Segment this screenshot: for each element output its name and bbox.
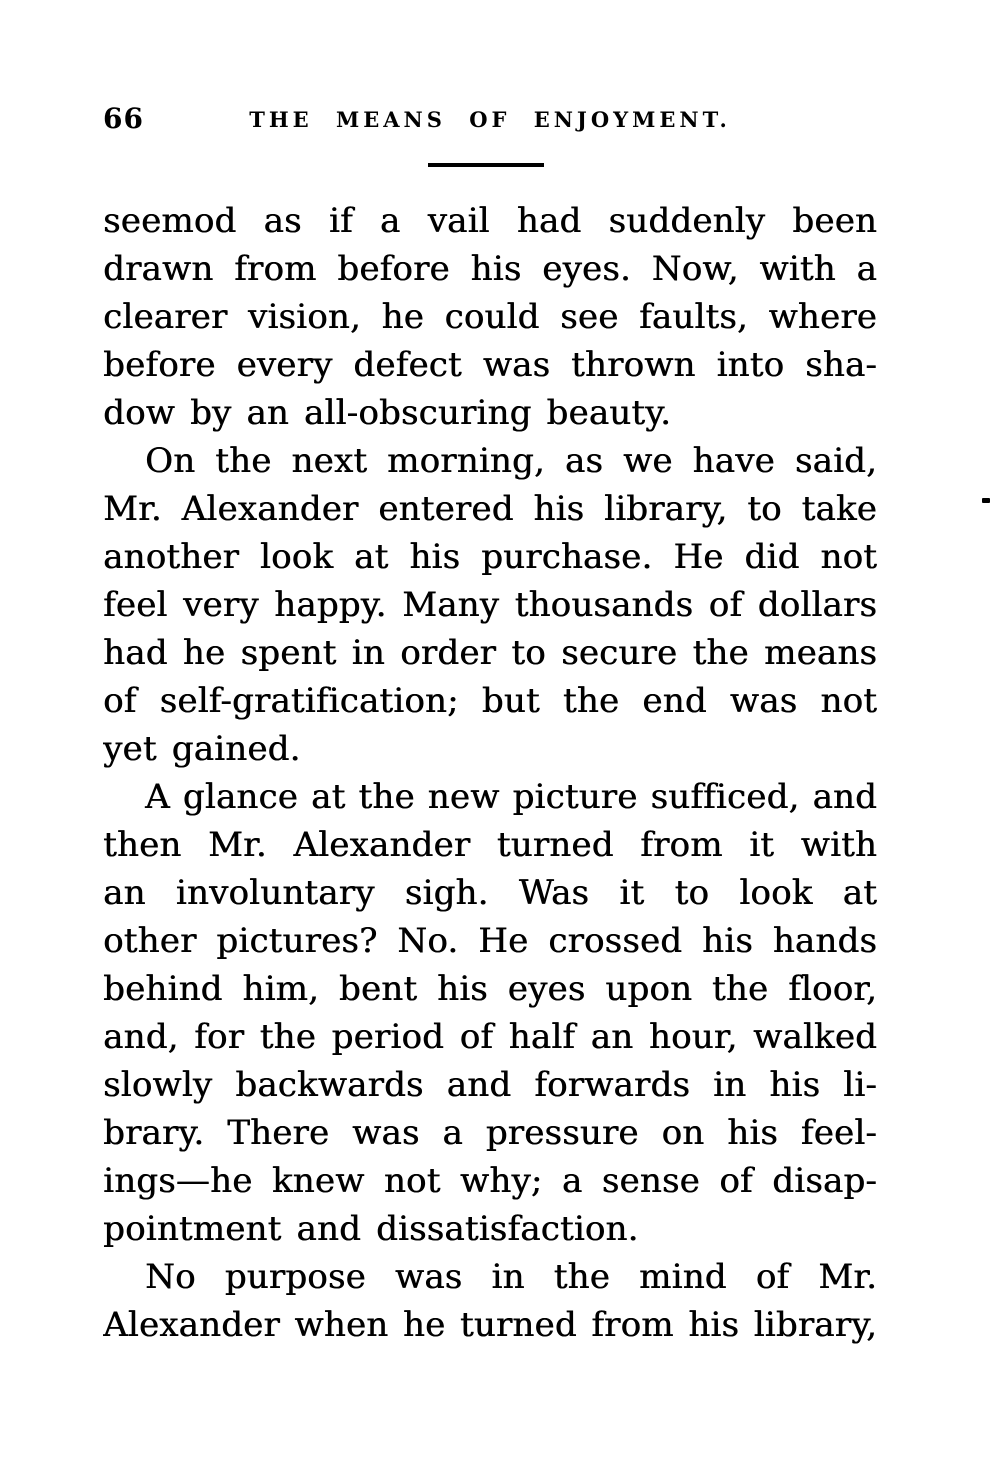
text-line: other pictures? No. He crossed his hands (103, 921, 877, 961)
page-header (103, 103, 877, 139)
text-line: dow by an all-obscuring beauty. (103, 393, 672, 433)
text-line: yet gained. (103, 729, 301, 769)
text-line: behind him, bent his eyes upon the floor, (103, 969, 877, 1009)
text-line: pointment and dissatisfaction. (103, 1209, 639, 1249)
text-line: brary. There was a pressure on his feel- (103, 1113, 877, 1153)
text-line: an involuntary sigh. Was it to look at (103, 873, 877, 913)
text-line: On the next morning, as we have said, (145, 441, 877, 481)
text-line: A glance at the new picture sufficed, and (145, 777, 877, 817)
text-line: and, for the period of half an hour, walked (103, 1017, 877, 1057)
text-line: of self-gratification; but the end was not (103, 681, 877, 721)
text-line: before every defect was thrown into sha- (103, 345, 877, 385)
text-line: ings—he knew not why; a sense of disap- (103, 1161, 877, 1201)
text-line: then Mr. Alexander turned from it with (103, 825, 877, 865)
text-line: had he spent in order to secure the means (103, 633, 877, 673)
scan-artifact-speck (982, 498, 990, 503)
running-header-title: THE MEANS OF ENJOYMENT. (249, 107, 731, 132)
text-line: clearer vision, he could see faults, where (103, 297, 877, 337)
text-line: seemod as if a vail had suddenly been (103, 201, 877, 241)
text-line: Alexander when he turned from his library, (103, 1305, 877, 1345)
page-body (103, 197, 877, 1349)
text-line: feel very happy. Many thousands of dollars (103, 585, 877, 625)
text-line: another look at his purchase. He did not (103, 537, 877, 577)
page-number: 66 (103, 102, 144, 135)
text-line: drawn from before his eyes. Now, with a (103, 249, 877, 289)
text-line: No purpose was in the mind of Mr. (145, 1257, 877, 1297)
text-line: Mr. Alexander entered his library, to take (103, 489, 877, 529)
text-line: slowly backwards and forwards in his li- (103, 1065, 877, 1105)
header-divider-rule (428, 163, 544, 167)
